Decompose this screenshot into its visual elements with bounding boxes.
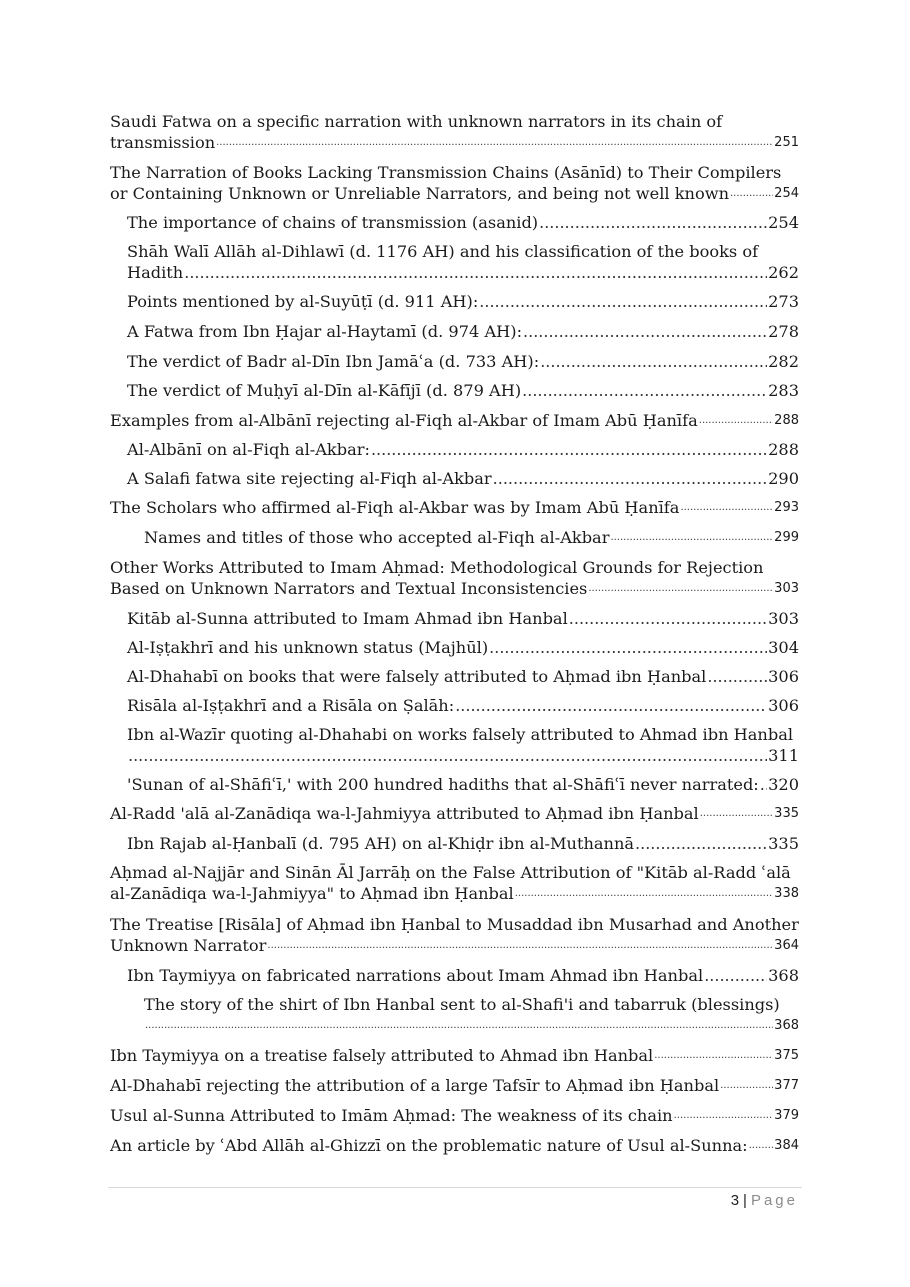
toc-entry-title: A Salafi fatwa site rejecting al-Fiqh al-Akbar <box>127 469 492 488</box>
toc-entry[interactable] <box>110 1135 799 1156</box>
toc-entry[interactable] <box>110 351 799 372</box>
toc-page-number: 335 <box>774 806 799 821</box>
dot-leader <box>184 262 767 283</box>
toc-entry[interactable] <box>110 1105 799 1126</box>
toc-entry-title: A Fatwa from Ibn Ḥajar al-Haytamī (d. 974 AH): <box>127 322 523 341</box>
toc-entry[interactable] <box>110 527 799 548</box>
toc-page-number: 306 <box>768 667 799 686</box>
toc-page-number: 251 <box>774 135 799 150</box>
toc-page-number: 293 <box>774 500 799 515</box>
toc-entry-title: Names and titles of those who accepted al-Fiqh al-Akbar <box>144 528 610 547</box>
toc-entry[interactable] <box>110 608 799 629</box>
dot-leader <box>145 1021 773 1036</box>
dot-leader <box>479 291 767 312</box>
toc-page-number: 338 <box>774 886 799 901</box>
toc-page-number: 320 <box>768 775 799 794</box>
toc-entry[interactable] <box>110 212 799 233</box>
toc-entry[interactable] <box>110 862 799 904</box>
toc-page-number: 282 <box>768 352 799 371</box>
toc-page-number: 335 <box>768 834 799 853</box>
toc-entry-title: Al-Dhahabī on books that were falsely attributed to Aḥmad ibn Ḥanbal <box>127 667 707 686</box>
dot-leader <box>654 1051 773 1066</box>
toc-page-number: 273 <box>768 292 799 311</box>
toc-entry-title: The Scholars who affirmed al-Fiqh al-Akbar was by Imam Abū Ḥanīfa <box>110 498 680 517</box>
toc-page-number: 379 <box>774 1108 799 1123</box>
dot-leader <box>539 212 767 233</box>
toc-entry[interactable] <box>110 321 799 342</box>
dot-leader <box>493 468 767 489</box>
toc-entry-title: Al-Albānī on al-Fiqh al-Akbar: <box>127 440 370 459</box>
toc-page-number: 306 <box>768 696 799 715</box>
dot-leader <box>522 380 767 401</box>
page-word: Page <box>750 1192 798 1209</box>
toc-entry-title: Ibn Taymiyya on fabricated narrations about Imam Ahmad ibn Hanbal <box>127 966 704 985</box>
dot-leader <box>730 189 773 204</box>
toc-entry-title: Hadith <box>127 263 184 282</box>
toc-entry[interactable] <box>110 162 799 204</box>
toc-entry-title: Usul al-Sunna Attributed to Imām Aḥmad: The weakness of its chain <box>110 1106 673 1125</box>
dot-leader <box>749 1141 774 1156</box>
toc-entry-title: Ibn Taymiyya on a treatise falsely attributed to Ahmad ibn Hanbal <box>110 1046 654 1065</box>
footer-divider <box>108 1187 802 1188</box>
toc-entry-title-line: The story of the shirt of Ibn Hanbal sent to al-Shafi'i and tabarruk (blessings) <box>144 995 780 1014</box>
toc-page-number: 304 <box>768 638 799 657</box>
dot-leader <box>569 608 767 629</box>
toc-entry-title-line: The Narration of Books Lacking Transmission Chains (Asānīd) to Their Compilers <box>110 163 782 182</box>
dot-leader <box>610 533 773 548</box>
dot-leader <box>707 666 767 687</box>
toc-entry[interactable] <box>110 380 799 401</box>
toc-entry[interactable] <box>110 994 799 1036</box>
toc-page-number: 288 <box>768 440 799 459</box>
toc-page-number: 262 <box>768 263 799 282</box>
toc-page-number: 303 <box>768 609 799 628</box>
toc-page-number: 290 <box>768 469 799 488</box>
toc-entry[interactable] <box>110 666 799 687</box>
toc-page-number: 384 <box>774 1138 799 1153</box>
dot-leader <box>720 1081 773 1096</box>
dot-leader <box>216 138 773 153</box>
toc-entry-title: Kitāb al-Sunna attributed to Imam Ahmad ibn Hanbal <box>127 609 568 628</box>
dot-leader <box>700 809 773 824</box>
dot-leader <box>699 416 773 431</box>
toc-entry-title: Al-Dhahabī rejecting the attribution of a large Tafsīr to Aḥmad ibn Ḥanbal <box>110 1076 720 1095</box>
toc-entry-title: Ibn Rajab al-Ḥanbalī (d. 795 AH) on al-Khiḍr ibn al-Muthannā <box>127 834 635 853</box>
toc-page-number: 283 <box>768 381 799 400</box>
dot-leader <box>588 584 773 599</box>
toc-page-number: 377 <box>774 1078 799 1093</box>
toc-entry-title-line: Saudi Fatwa on a specific narration with unknown narrators in its chain of <box>110 112 723 131</box>
toc-entry-title: The verdict of Muḥyī al-Dīn al-Kāfījī (d. 879 AH) <box>127 381 522 400</box>
toc-entry[interactable] <box>110 695 799 716</box>
dot-leader <box>128 745 767 766</box>
toc-entry[interactable] <box>110 637 799 658</box>
toc-page-number: 278 <box>768 322 799 341</box>
toc-entry-title: 'Sunan of al-Shāfiʿī,' with 200 hundred hadiths that al-Shāfiʿī never narrated: <box>127 775 759 794</box>
dot-leader <box>635 833 767 854</box>
toc-entry[interactable] <box>110 833 799 854</box>
toc-entry-title-line: Aḥmad al-Najjār and Sinān Āl Jarrāḥ on the False Attribution of "Kitāb al-Radd ʿalā <box>110 863 791 882</box>
dot-leader <box>680 503 773 518</box>
dot-leader <box>540 351 767 372</box>
dot-leader <box>704 965 767 986</box>
dot-leader <box>760 774 767 795</box>
toc-entry[interactable] <box>110 774 799 795</box>
dot-leader <box>267 941 773 956</box>
page-footer <box>731 1192 798 1209</box>
toc-entry-title: Based on Unknown Narrators and Textual Inconsistencies <box>110 579 588 598</box>
toc-entry-title: al-Zanādiqa wa-l-Jahmiyya" to Aḥmad ibn Ḥanbal <box>110 884 514 903</box>
dot-leader <box>489 637 767 658</box>
toc-entry[interactable] <box>110 965 799 986</box>
toc-page-number: 368 <box>774 1018 799 1033</box>
toc-entry-title: transmission <box>110 133 216 152</box>
toc-entry-title: Examples from al-Albānī rejecting al-Fiqh al-Akbar of Imam Abū Ḥanīfa <box>110 411 698 430</box>
toc-page-number: 254 <box>774 186 799 201</box>
toc-entry[interactable] <box>110 724 799 766</box>
toc-page-number: 254 <box>768 213 799 232</box>
toc-entry-title-line: Other Works Attributed to Imam Aḥmad: Methodological Grounds for Rejection <box>110 558 764 577</box>
toc-entry-title: Al-Radd 'alā al-Zanādiqa wa-l-Jahmiyya attributed to Aḥmad ibn Ḥanbal <box>110 804 699 823</box>
toc-entry-title-line: Shāh Walī Allāh al-Dihlawī (d. 1176 AH) and his classification of the books of <box>127 242 759 261</box>
toc-entry[interactable] <box>110 497 799 518</box>
toc-entry[interactable] <box>110 803 799 824</box>
toc-entry-title: The verdict of Badr al-Dīn Ibn Jamāʿa (d. 733 AH): <box>127 352 540 371</box>
dot-leader <box>371 439 767 460</box>
toc-page-number: 288 <box>774 413 799 428</box>
dot-leader <box>674 1111 774 1126</box>
toc-page-number: 368 <box>768 966 799 985</box>
toc-entry-title: or Containing Unknown or Unreliable Narrators, and being not well known <box>110 184 729 203</box>
toc-entry[interactable] <box>110 468 799 489</box>
toc-entry[interactable] <box>110 241 799 283</box>
dot-leader <box>515 889 773 904</box>
toc-page-number: 303 <box>774 581 799 596</box>
toc-entry-title: An article by ʿAbd Allāh al-Ghizzī on the problematic nature of Usul al-Sunna: <box>110 1136 748 1155</box>
toc-entry[interactable] <box>110 1045 799 1066</box>
toc-entry[interactable] <box>110 1075 799 1096</box>
toc-entry[interactable] <box>110 557 799 599</box>
toc-entry-title: Unknown Narrator <box>110 936 267 955</box>
toc-entry[interactable] <box>110 291 799 312</box>
toc-page-number: 299 <box>774 530 799 545</box>
toc-entry-title: Points mentioned by al-Suyūṭī (d. 911 AH): <box>127 292 479 311</box>
toc-entry-title: The importance of chains of transmission (asanid) <box>127 213 539 232</box>
dot-leader <box>455 695 767 716</box>
toc-page-number: 311 <box>768 746 799 765</box>
toc-entry-title-line: The Treatise [Risāla] of Aḥmad ibn Ḥanbal to Musaddad ibn Musarhad and Another <box>110 915 799 934</box>
toc-entry[interactable] <box>110 439 799 460</box>
toc-entry[interactable] <box>110 914 799 956</box>
dot-leader <box>523 321 767 342</box>
toc-page-number: 364 <box>774 938 799 953</box>
toc-entry-title: Al-Iṣṭakhrī and his unknown status (Majhūl) <box>127 638 489 657</box>
toc-entry-title: Risāla al-Iṣṭakhrī and a Risāla on Ṣalāh: <box>127 696 455 715</box>
toc-page-number: 375 <box>774 1048 799 1063</box>
page-number: 3 <box>730 1192 740 1209</box>
toc-entry-title-line: Ibn al-Wazīr quoting al-Dhahabi on works falsely attributed to Ahmad ibn Hanbal <box>127 725 794 744</box>
footer-separator: | <box>743 1192 747 1209</box>
toc-entry[interactable] <box>110 410 799 431</box>
toc-entry[interactable] <box>110 111 799 153</box>
